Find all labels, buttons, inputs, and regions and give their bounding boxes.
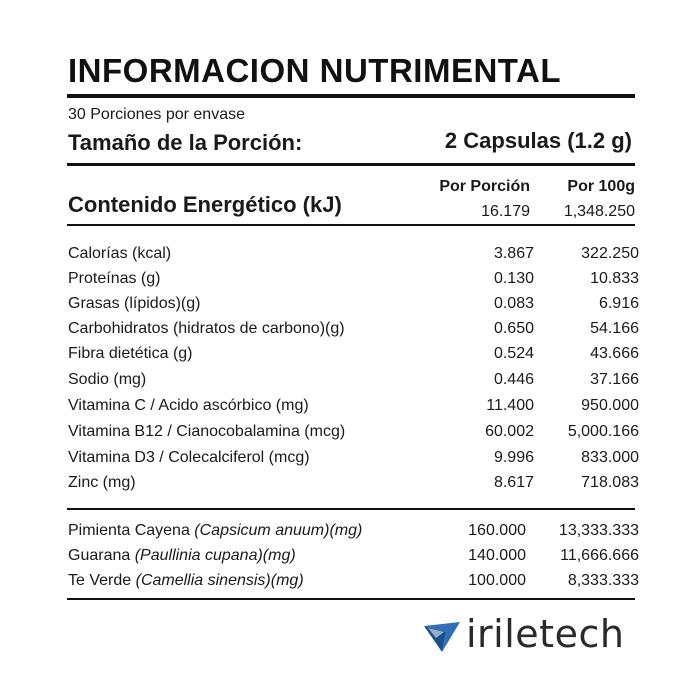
chevron-swoosh-icon	[422, 616, 462, 656]
botanical-per-serving: 100.000	[468, 572, 526, 589]
nutrient-per-serving: 60.002	[485, 423, 534, 440]
nutrient-name: Vitamina D3 / Colecalciferol (mcg)	[68, 449, 310, 466]
nutrient-name: Proteínas (g)	[68, 270, 161, 287]
energy-label: Contenido Energético (kJ)	[68, 192, 342, 217]
nutrient-per-100g: 950.000	[581, 397, 639, 414]
servings-per-container: 30 Porciones por envase	[68, 106, 245, 123]
nutrient-per-100g: 5,000.166	[567, 423, 639, 440]
nutrient-per-100g: 37.166	[590, 371, 639, 388]
nutrient-per-100g: 322.250	[581, 245, 639, 262]
botanical-scientific-name: (Capsicum anuum)(mg)	[194, 522, 363, 539]
botanical-scientific-name: (Paullinia cupana)(mg)	[134, 547, 296, 564]
nutrient-row	[68, 245, 639, 271]
nutrient-row	[68, 295, 639, 321]
nutrient-per-100g: 43.666	[590, 345, 639, 362]
botanical-row	[68, 522, 639, 548]
nutrient-name: Vitamina B12 / Cianocobalamina (mcg)	[68, 423, 346, 440]
botanical-name: Pimienta Cayena	[68, 522, 195, 539]
nutrient-row	[68, 423, 639, 449]
botanical-per-serving: 160.000	[468, 522, 526, 539]
divider-botanicals	[67, 508, 635, 510]
botanical-per-100g: 8,333.333	[567, 572, 639, 589]
botanical-name: Te Verde	[68, 572, 136, 589]
nutrient-name: Vitamina C / Acido ascórbico (mg)	[68, 397, 309, 414]
nutrient-name: Sodio (mg)	[68, 371, 147, 388]
divider-serving	[67, 163, 635, 166]
nutrient-per-100g: 10.833	[590, 270, 639, 287]
nutrient-name: Calorías (kcal)	[68, 245, 172, 262]
nutrient-row	[68, 345, 639, 371]
nutrient-per-serving: 3.867	[493, 245, 534, 262]
nutrient-per-100g: 718.083	[581, 474, 639, 491]
nutrient-row	[68, 320, 639, 346]
nutrient-per-serving: 8.617	[493, 474, 534, 491]
nutrient-per-serving: 0.130	[493, 270, 534, 287]
nutrient-row	[68, 449, 639, 475]
divider-energy	[67, 224, 635, 226]
nutrient-row	[68, 474, 639, 500]
nutrient-per-100g: 833.000	[581, 449, 639, 466]
divider-top	[67, 94, 635, 98]
nutrient-name: Grasas (lípidos)(g)	[68, 295, 201, 312]
nutrient-per-serving: 9.996	[493, 449, 534, 466]
botanical-row	[68, 547, 639, 573]
brand-name: iriletech	[466, 612, 625, 656]
nutrient-per-serving: 0.650	[493, 320, 534, 337]
nutrient-per-serving: 11.400	[486, 397, 534, 414]
nutrient-per-serving: 0.446	[493, 371, 534, 388]
botanical-name: Guarana	[68, 547, 135, 564]
column-header-per-100g: Por 100g	[567, 178, 635, 195]
nutrient-per-serving: 0.083	[493, 295, 534, 312]
botanical-row	[68, 572, 639, 598]
serving-size-label: Tamaño de la Porción:	[68, 130, 303, 155]
nutrient-per-100g: 6.916	[598, 295, 639, 312]
nutrient-per-serving: 0.524	[493, 345, 534, 362]
botanical-per-100g: 11,666.666	[560, 547, 639, 564]
nutrient-per-100g: 54.166	[590, 320, 639, 337]
nutrient-row	[68, 270, 639, 296]
botanical-per-100g: 13,333.333	[558, 522, 639, 539]
nutrient-row	[68, 371, 639, 397]
serving-size-value: 2 Capsulas (1.2 g)	[444, 128, 632, 153]
nutrient-name: Zinc (mg)	[68, 474, 136, 491]
column-header-per-serving: Por Porción	[439, 178, 530, 195]
nutrient-name: Carbohidratos (hidratos de carbono)(g)	[68, 320, 345, 337]
botanical-scientific-name: (Camellia sinensis)(mg)	[135, 572, 304, 589]
energy-per-serving: 16.179	[481, 203, 530, 220]
nutrient-name: Fibra dietética (g)	[68, 345, 193, 362]
page-title: INFORMACION NUTRIMENTAL	[68, 52, 561, 89]
nutrient-row	[68, 397, 639, 423]
botanical-per-serving: 140.000	[468, 547, 526, 564]
energy-per-100g: 1,348.250	[563, 203, 635, 220]
divider-bottom	[67, 598, 635, 600]
